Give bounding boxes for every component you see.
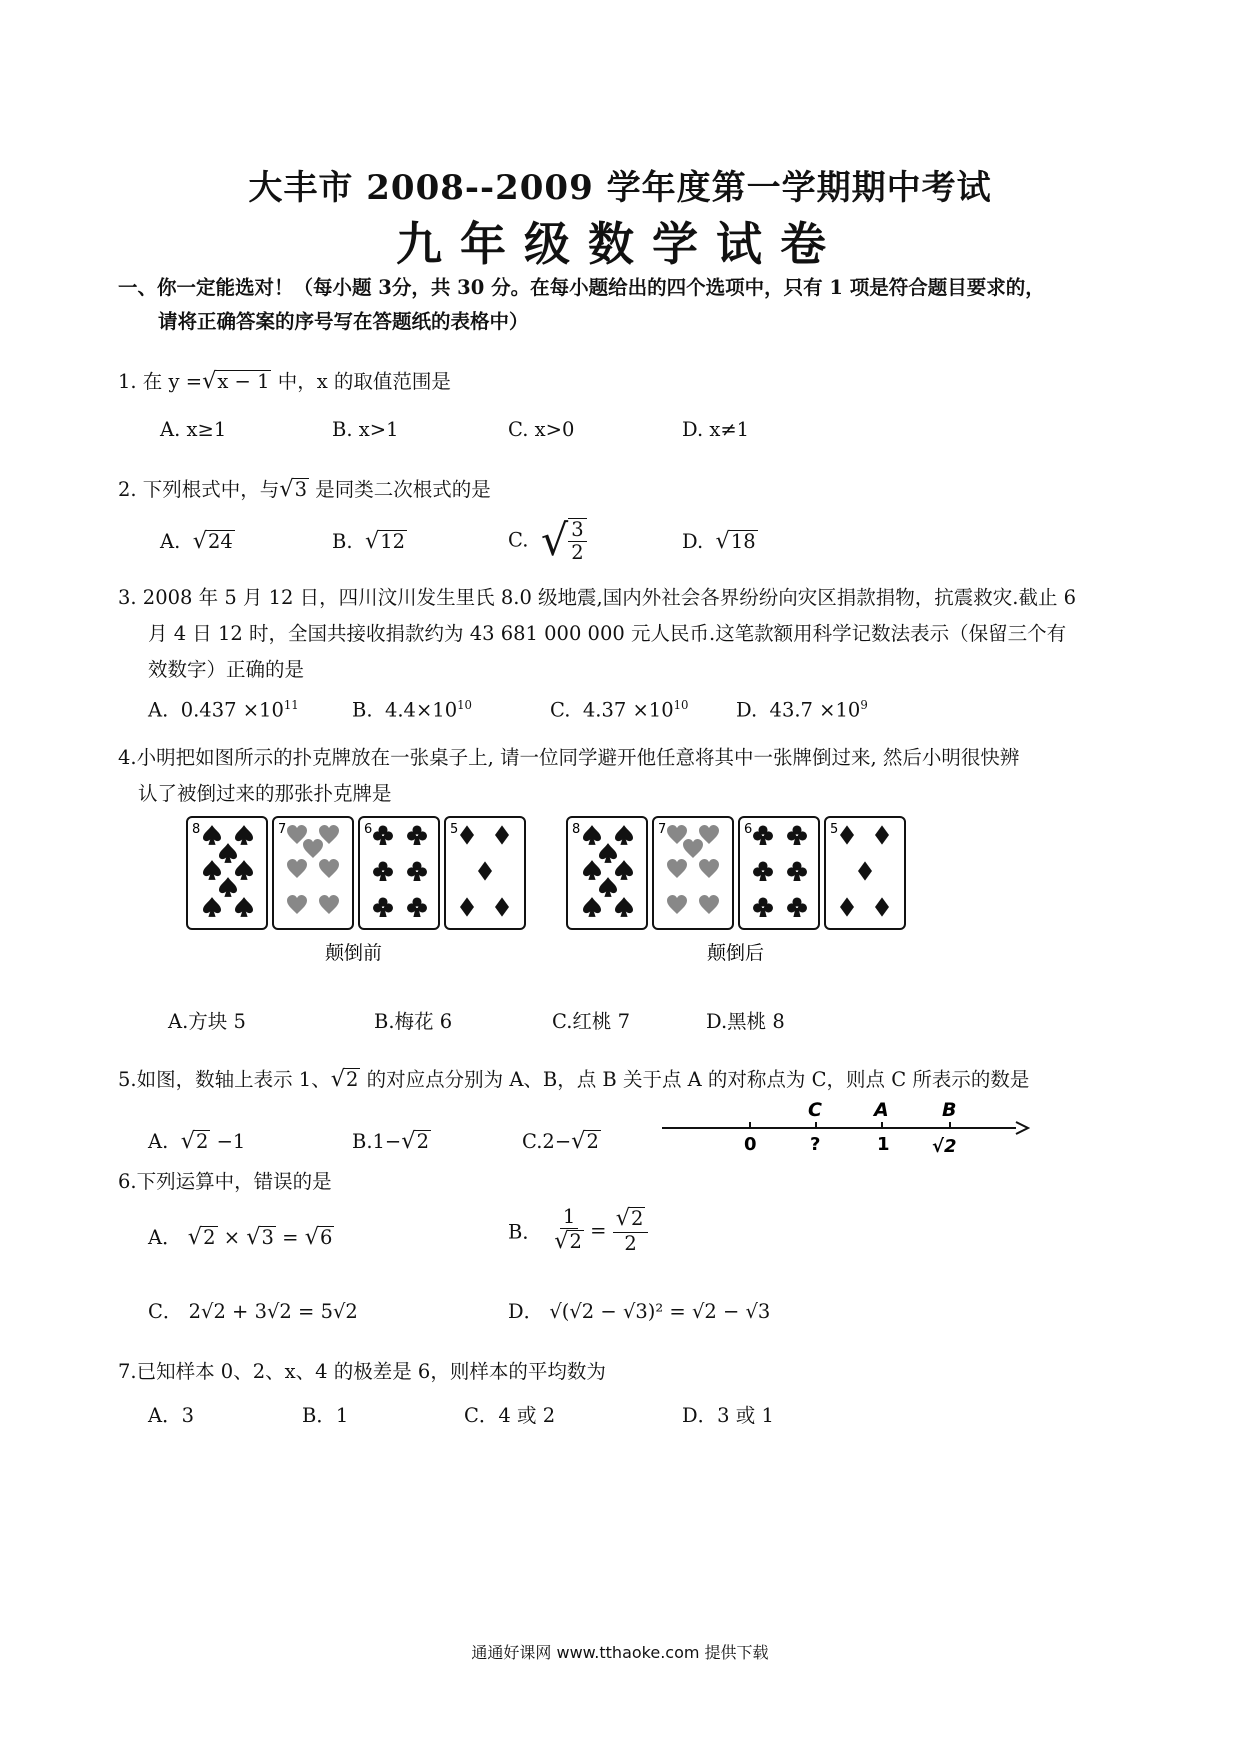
tick-1-label: 1 [877, 1134, 890, 1155]
q7-option-b: B．1 [302, 1404, 349, 1427]
q4-option-c: C.红桃 7 [552, 1010, 631, 1033]
question-4-line1: 4.小明把如图所示的扑克牌放在一张桌子上, 请一位同学避开他任意将其中一张牌倒过来, 然后小明很快辨 [118, 746, 1020, 769]
q2-prefix: 2. 下列根式中，与 [118, 478, 280, 501]
playing-cards-figure [185, 815, 925, 965]
q6-option-a: A． √2 × √3 = √6 [148, 1224, 333, 1250]
exam-title: 大丰市 2008--2009 学年度第一学期期中考试 [248, 168, 992, 208]
question-3-line3: 效数字）正确的是 [148, 658, 305, 681]
q5-option-a: A. √2 −1 [148, 1128, 246, 1154]
q1-prefix: 1. 在 y = [118, 370, 203, 393]
section-heading: 一、你一定能选对！（每小题 3分，共 30 分。在每小题给出的四个选项中，只有 1 项是符合题目要求的， [118, 276, 1045, 299]
question-3-line2: 月 4 日 12 时，全国共接收捐款约为 43 681 000 000 元人民币.这笔款额用科学记数法表示（保留三个有 [148, 622, 1067, 645]
q2-option-b: B. √12 [332, 528, 406, 554]
q1-option-c: C. x>0 [508, 418, 575, 441]
section-heading-cont: 请将正确答案的序号写在答题纸的表格中） [158, 310, 529, 333]
q1-radicand: x − 1 [217, 370, 270, 393]
question-5: 5.如图，数轴上表示 1、√2 的对应点分别为 A、B，点 B 关于点 A 的对称点为 C，则点 C 所表示的数是 [118, 1066, 1030, 1092]
number-line-figure [660, 1096, 1030, 1160]
tick-sqrt2-label: √2 [932, 1136, 957, 1157]
q7-option-c: C．4 或 2 [464, 1404, 556, 1427]
q2-radicand: 3 [294, 478, 308, 501]
q6-option-d: D． √(√2 − √3)² = √2 − √3 [508, 1300, 771, 1323]
question-4-line2: 认了被倒过来的那张扑克牌是 [138, 782, 392, 805]
q2-option-d: D. √18 [682, 528, 756, 554]
svg-text:8: 8 [192, 822, 201, 837]
point-c-label: C [808, 1099, 822, 1121]
q6-option-b: B． $\frac{1}{√2}$ = $\frac{√2}{2}$ [508, 1206, 648, 1255]
cards-after [567, 817, 905, 929]
svg-text:8: 8 [572, 822, 581, 837]
q2-suffix: 是同类二次根式的是 [309, 478, 491, 501]
q7-option-a: A．3 [148, 1404, 194, 1427]
svg-text:7: 7 [278, 822, 287, 837]
question-7: 7.已知样本 0、2、x、4 的极差是 6，则样本的平均数为 [118, 1360, 606, 1383]
page-footer: 通通好课网 www.tthaoke.com 提供下载 [471, 1643, 769, 1662]
point-b-label: B [942, 1099, 957, 1121]
caption-before: 颠倒前 [325, 942, 383, 964]
q3-option-a: A. $0.437 \times 10^{11}$ [148, 698, 299, 722]
point-a-label: A [874, 1099, 889, 1121]
q3-option-c: C. $4.37 \times 10^{10}$ [550, 698, 689, 722]
caption-after: 颠倒后 [707, 942, 765, 964]
question-1: 1. 在 y =√x − 1 中，x 的取值范围是 [118, 368, 451, 394]
q3-option-b: B. $4.4\times 10^{10}$ [352, 698, 472, 722]
tick-c-label: ? [810, 1134, 821, 1155]
q4-option-a: A.方块 5 [168, 1010, 246, 1033]
q4-option-d: D.黑桃 8 [706, 1010, 785, 1033]
q6-option-c: C． 2√2 + 3√2 = 5√2 [148, 1300, 358, 1323]
tick-0-label: 0 [744, 1134, 757, 1155]
q2-option-a: A. √24 [160, 528, 233, 554]
exam-subtitle: 九年级数学试卷 [396, 217, 844, 271]
q2-option-c: C. √ $\frac{3}{2}$ [508, 516, 587, 566]
q1-suffix: 中，x 的取值范围是 [277, 370, 451, 393]
q1-option-d: D. x≠1 [682, 418, 750, 441]
q1-option-a: A. x≥1 [160, 418, 227, 441]
svg-text:7: 7 [658, 822, 667, 837]
q5-option-c: C.2−√2 [522, 1128, 599, 1154]
question-3-line1: 3. 2008 年 5 月 12 日，四川汶川发生里氏 8.0 级地震,国内外社会各界纷纷向灾区捐款捐物，抗震救灾.截止 6 [118, 586, 1077, 609]
q5-option-b: B.1−√2 [352, 1128, 429, 1154]
q3-option-d: D. $43.7 \times 10^9$ [736, 698, 868, 722]
svg-text:6: 6 [364, 822, 373, 837]
q1-option-b: B. x>1 [332, 418, 399, 441]
question-2: 2. 下列根式中，与√3 是同类二次根式的是 [118, 476, 491, 502]
svg-text:5: 5 [450, 822, 459, 837]
svg-text:5: 5 [830, 822, 839, 837]
cards-before [187, 817, 525, 929]
svg-text:6: 6 [744, 822, 753, 837]
question-6: 6.下列运算中，错误的是 [118, 1170, 332, 1193]
q4-option-b: B.梅花 6 [374, 1010, 453, 1033]
q7-option-d: D．3 或 1 [682, 1404, 774, 1427]
